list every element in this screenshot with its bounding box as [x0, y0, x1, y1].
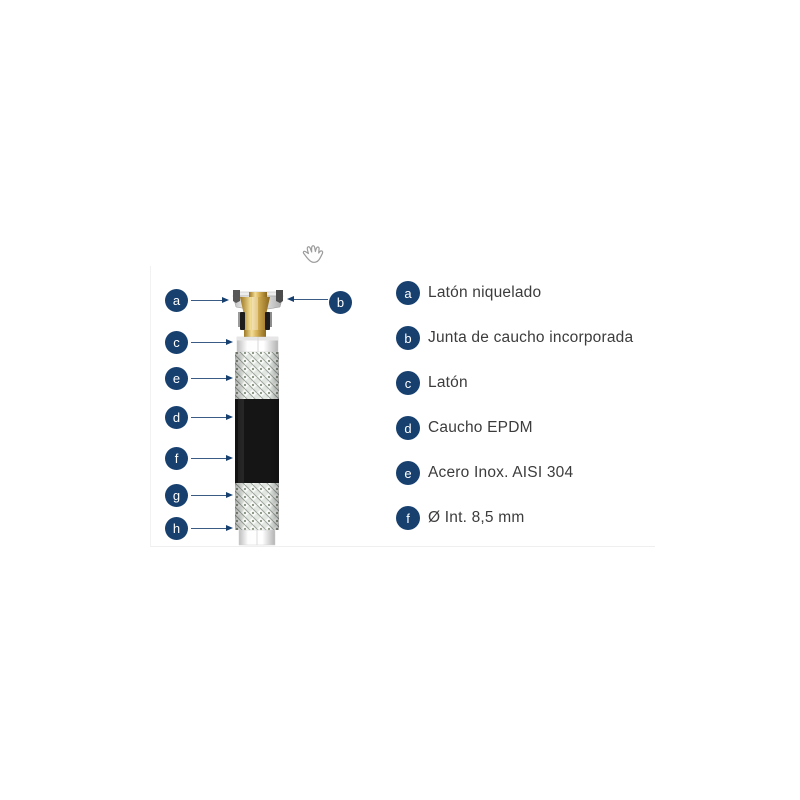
- hose-figure: [225, 285, 285, 548]
- legend-letter: c: [404, 375, 412, 391]
- callout-arrow-g: [191, 495, 226, 496]
- callout-letter: h: [172, 521, 181, 536]
- legend-row-a: [396, 281, 541, 305]
- callout-arrow-b: [294, 299, 328, 300]
- legend-label-f: Ø Int. 8,5 mm: [428, 509, 525, 526]
- legend-badge-a: [396, 281, 420, 305]
- legend-row-d: [396, 416, 533, 440]
- end-cap: [239, 530, 275, 545]
- callout-arrow-c: [191, 342, 226, 343]
- steel-braid-lower: [235, 483, 279, 530]
- collar-sleeve: [237, 337, 278, 352]
- legend-badge-e: [396, 461, 420, 485]
- legend-label-e: Acero Inox. AISI 304: [428, 464, 574, 481]
- callout-arrow-e: [191, 378, 226, 379]
- callout-badge-a: [165, 289, 188, 312]
- legend-row-f: [396, 506, 525, 530]
- callout-letter: c: [173, 335, 180, 350]
- legend-badge-f: [396, 506, 420, 530]
- callout-arrowhead-c: [226, 339, 233, 345]
- callout-arrow-d: [191, 417, 226, 418]
- legend-badge-c: [396, 371, 420, 395]
- callout-letter: g: [172, 488, 181, 503]
- legend-label-b: Junta de caucho incorporada: [428, 329, 634, 346]
- callout-badge-b: [329, 291, 352, 314]
- legend-letter: f: [406, 510, 410, 526]
- callout-letter: d: [172, 410, 181, 425]
- legend-badge-b: [396, 326, 420, 350]
- callout-arrow-a: [191, 300, 222, 301]
- callout-arrowhead-h: [226, 525, 233, 531]
- callout-arrowhead-g: [226, 492, 233, 498]
- legend-row-c: [396, 371, 468, 395]
- callout-letter: f: [174, 451, 179, 466]
- legend-row-e: [396, 461, 573, 485]
- callout-letter: a: [172, 293, 181, 308]
- callout-badge-h: [165, 517, 188, 540]
- epdm-rubber-section: [235, 399, 279, 483]
- callout-arrowhead-a: [222, 297, 229, 303]
- callout-letter: b: [336, 295, 345, 310]
- callout-arrowhead-e: [226, 375, 233, 381]
- callout-arrow-f: [191, 458, 226, 459]
- callout-badge-f: [165, 447, 188, 470]
- callout-arrowhead-b: [287, 296, 294, 302]
- callout-badge-g: [165, 484, 188, 507]
- callout-arrow-h: [191, 528, 226, 529]
- steel-braid-upper: [235, 352, 279, 399]
- legend-label-d: Caucho EPDM: [428, 419, 533, 436]
- legend-letter: b: [404, 330, 412, 346]
- callout-arrowhead-d: [226, 414, 233, 420]
- legend-letter: a: [404, 285, 412, 301]
- legend-badge-d: [396, 416, 420, 440]
- legend-row-b: [396, 326, 633, 350]
- callout-badge-e: [165, 367, 188, 390]
- callout-badge-c: [165, 331, 188, 354]
- callout-arrowhead-f: [226, 455, 233, 461]
- hand-cursor-icon: [301, 244, 326, 265]
- legend-label-a: Latón niquelado: [428, 284, 542, 301]
- legend-letter: e: [404, 465, 412, 481]
- callout-badge-d: [165, 406, 188, 429]
- image-left-edge: [150, 266, 151, 547]
- legend-letter: d: [404, 420, 412, 436]
- legend-label-c: Latón: [428, 374, 468, 391]
- callout-letter: e: [172, 371, 181, 386]
- brass-nut: [238, 297, 272, 337]
